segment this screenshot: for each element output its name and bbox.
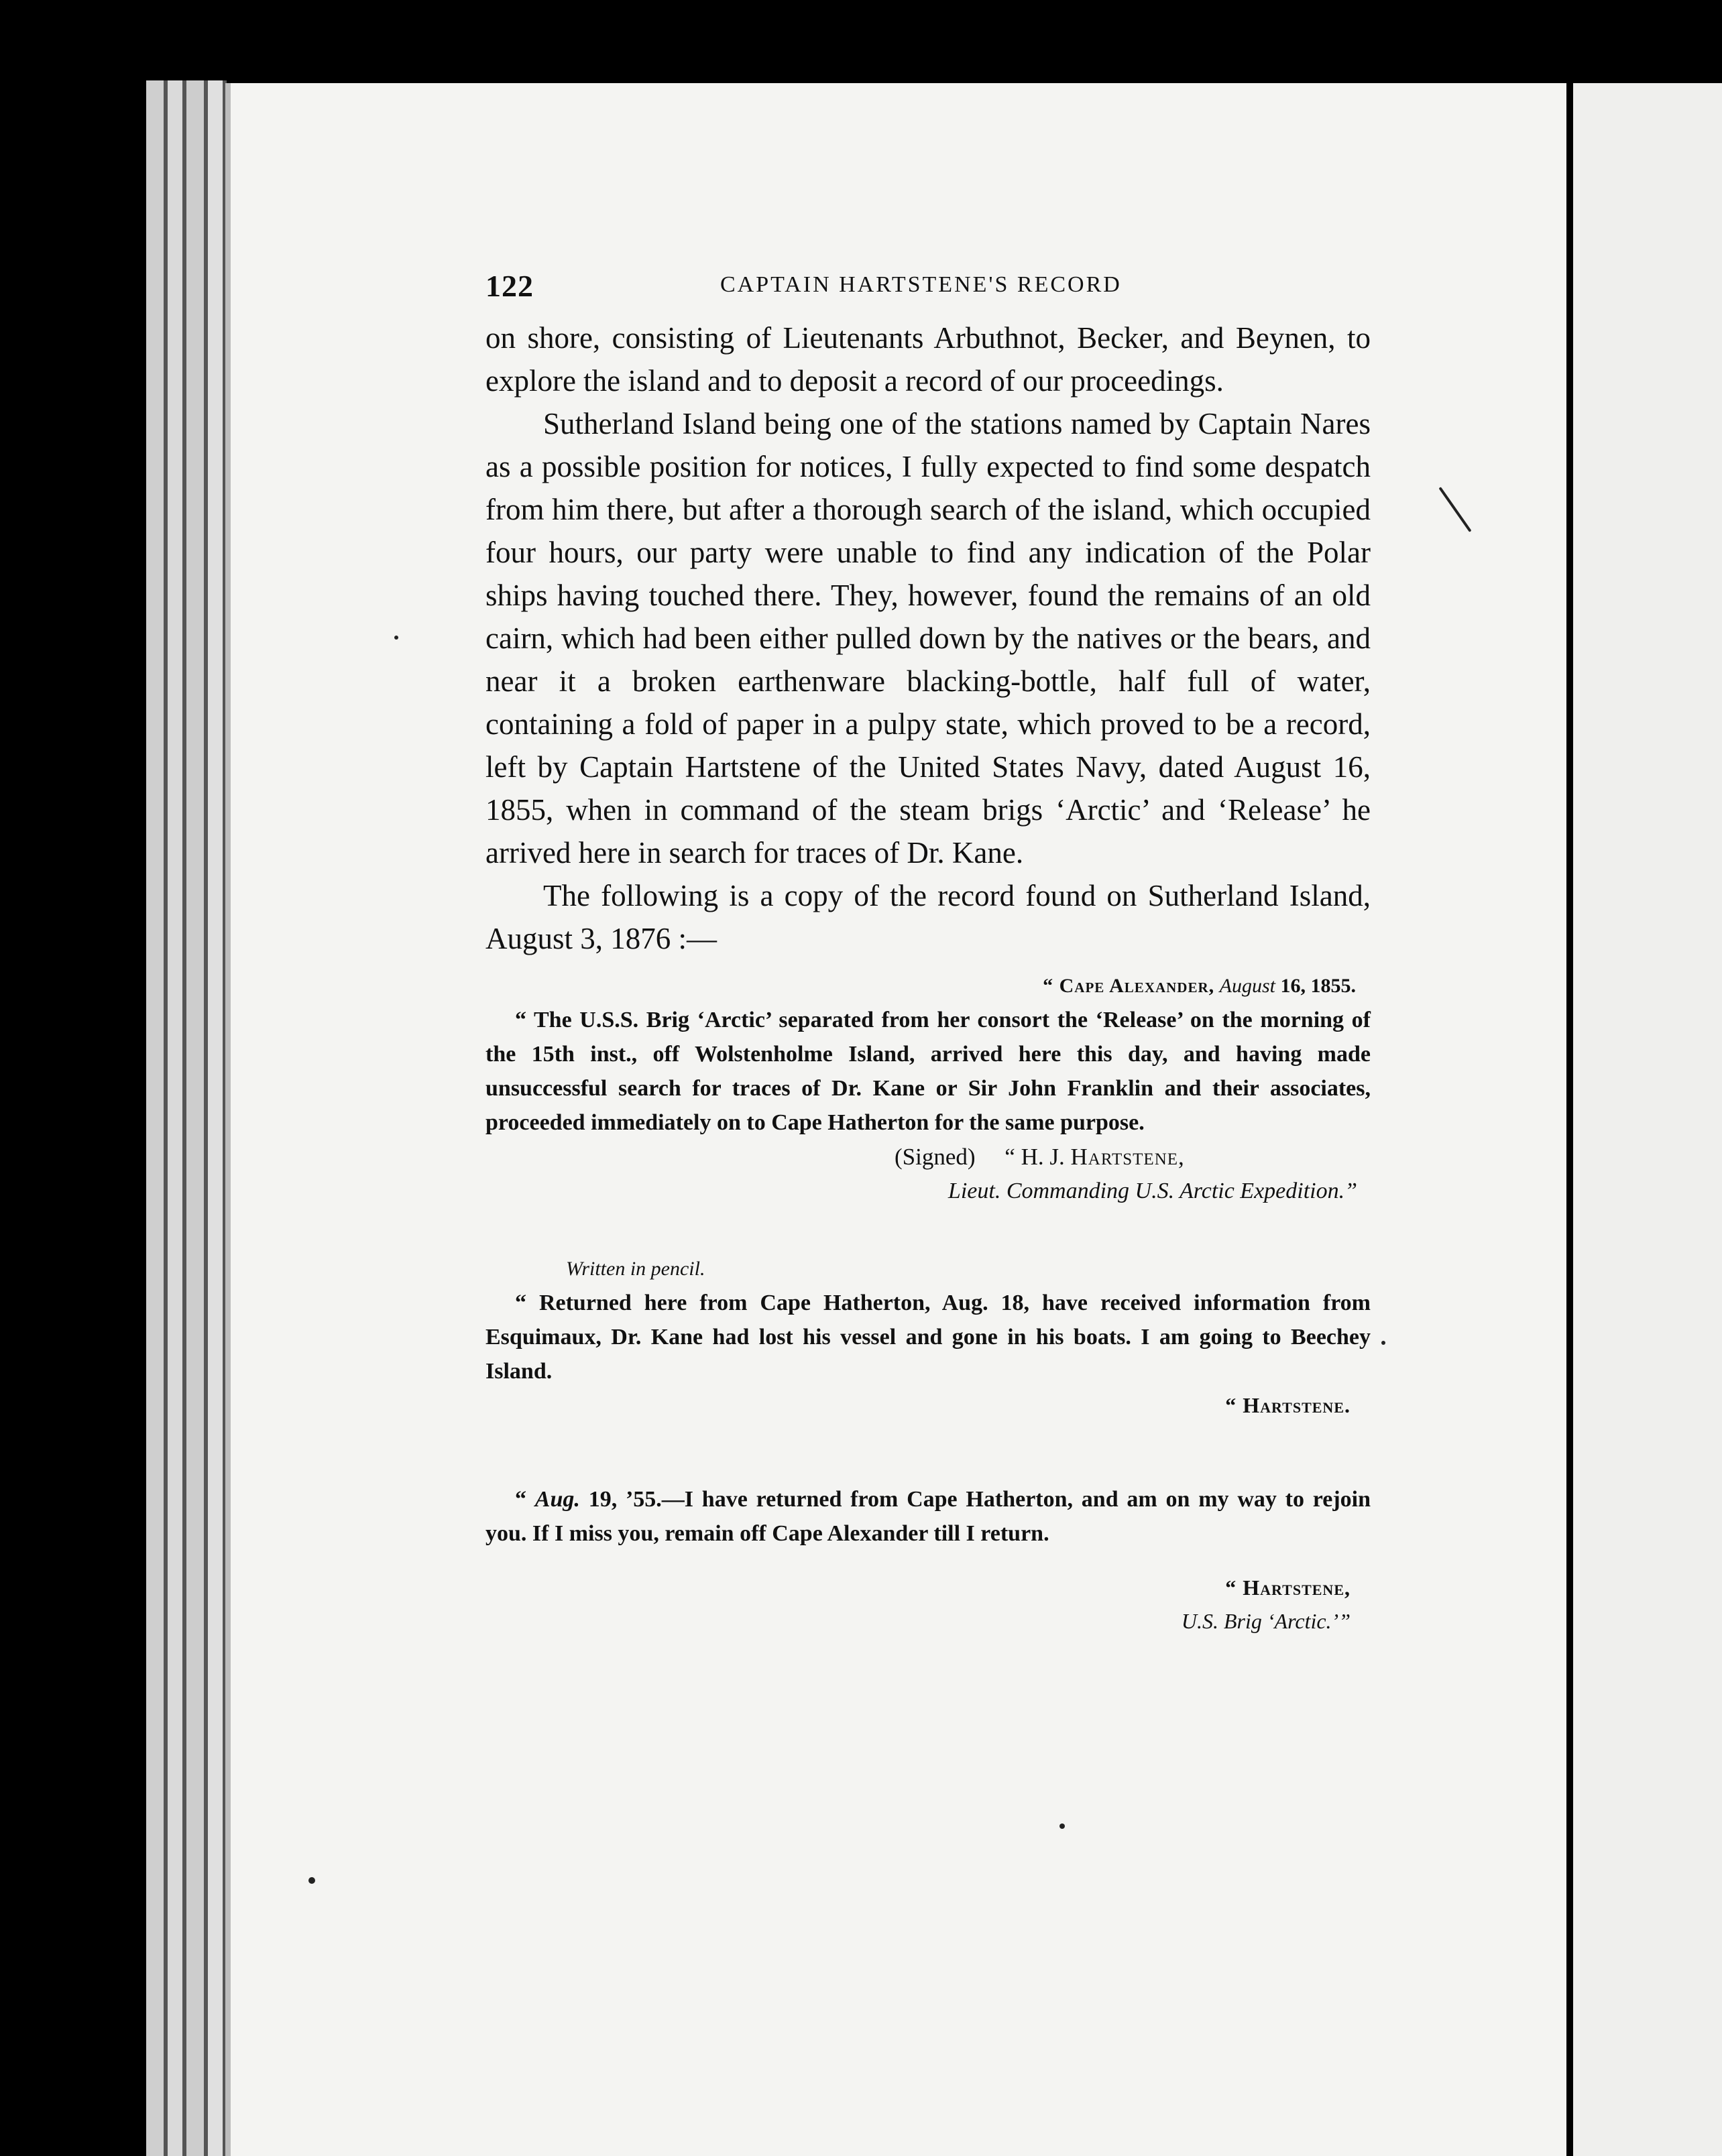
dateline-day-year: 16, 1855. bbox=[1280, 975, 1356, 997]
page-edge bbox=[208, 80, 227, 2156]
paragraph-sutherland-island: Sutherland Island being one of the stations named by Captain Nares as a possible position for notices, I fully expected to find some despatch from him there, but after a thorough search of the island, which occupied four hours, our party were unable to find any indication of the Polar ships having touched there. They, however, found the remains of an old cairn, which had been either pulled down by the natives or the bears, and near it a broken earthenware blacking-bottle, half full of water, containing a fold of paper in a pulpy state, which proved to be a record, left by Captain Hartstene of the United States Navy, dated August 16, 1855, when in command of the steam brigs ‘Arctic’ and ‘Release’ he arrived here in search for traces of Dr. Kane. bbox=[485, 407, 1371, 870]
paragraph-record-intro: The following is a copy of the record found on Sutherland Island, August 3, 1876 :— bbox=[485, 879, 1371, 955]
dateline-month: August bbox=[1219, 975, 1275, 997]
pencil-note-signature: “ Hartstene. bbox=[1225, 1393, 1351, 1417]
page-edge bbox=[146, 80, 168, 2156]
paragraph-continuation: on shore, consisting of Lieutenants Arbuthnot, Becker, and Beynen, to explore the island and to deposit a record of our proceedings. bbox=[485, 321, 1371, 398]
signed-label: (Signed) bbox=[895, 1144, 976, 1170]
record-text: “ The U.S.S. Brig ‘Arctic’ separated from her consort the ‘Release’ on the morning of the 15th inst., off Wolstenholme Island, arrived here this day, and having made unsuccessful search for traces of Dr. Kane or Sir John Franklin and their associates, proceeded immediately on to Cape Hatherton for the same purpose. bbox=[485, 1008, 1371, 1135]
page-edge bbox=[186, 80, 208, 2156]
scan-speck bbox=[1381, 1341, 1385, 1345]
scan-speck bbox=[394, 636, 398, 640]
final-note-month: Aug. bbox=[534, 1487, 580, 1512]
pencil-note-text: “ Returned here from Cape Hatherton, Aug. 18, have received information from Esquimaux, Dr. Kane had lost his vessel and gone in his boats. I am going to Beechey Island. bbox=[485, 1291, 1371, 1384]
page-content bbox=[485, 268, 1371, 1638]
signed-name: Hartstene, bbox=[1070, 1144, 1185, 1170]
final-note-vessel: U.S. Brig ‘Arctic.’” bbox=[1181, 1609, 1351, 1633]
page-edge bbox=[168, 80, 186, 2156]
final-note-text bbox=[485, 1482, 1371, 1551]
scan-speck bbox=[308, 1877, 315, 1884]
final-note-body: 19, ’55.—I have returned from Cape Hatherton, and am on my way to rejoin you. If I miss you, remain off Cape Alexander till I return. bbox=[485, 1487, 1371, 1546]
pencil-note-label: Written in pencil. bbox=[566, 1258, 705, 1280]
running-title: CAPTAIN HARTSTENE'S RECORD bbox=[720, 272, 1122, 297]
signed-name-prefix: “ H. J. bbox=[1005, 1144, 1065, 1170]
final-note-quote: “ bbox=[515, 1487, 526, 1512]
dateline-place: “ Cape Alexander, bbox=[1043, 975, 1215, 997]
record-dateline bbox=[485, 969, 1371, 1003]
record-signature bbox=[485, 1140, 1371, 1175]
final-note-signature: “ Hartstene, bbox=[1225, 1575, 1351, 1600]
page-number: 122 bbox=[485, 269, 534, 303]
facing-page-edge bbox=[1566, 83, 1722, 2156]
signed-title: Lieut. Commanding U.S. Arctic Expedition.” bbox=[948, 1179, 1357, 1203]
running-head bbox=[485, 268, 1371, 316]
hartstene-record bbox=[485, 969, 1371, 1208]
scan-speck bbox=[1059, 1823, 1065, 1829]
